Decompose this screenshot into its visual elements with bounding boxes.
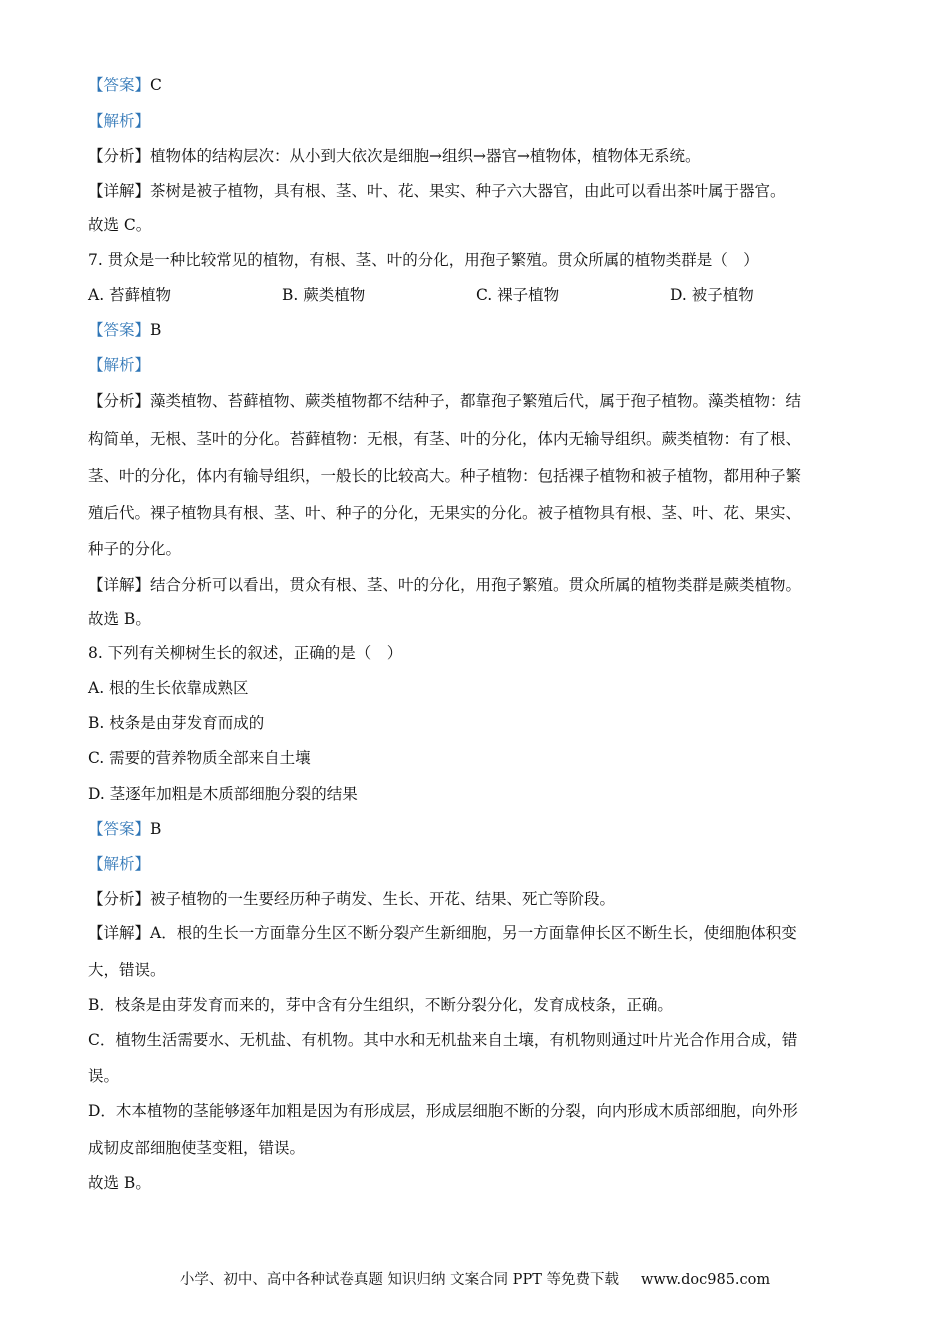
q7-option-c: C. 裸子植物 [476,286,560,304]
q8-question: 8. 下列有关柳树生长的叙述，正确的是（ ） [88,644,403,662]
q8-xiangjie-line-4: C．植物生活需要水、无机盐、有机物。其中水和无机盐来自土壤，有机物则通过叶片光合作用合成，错 [88,1031,798,1049]
xiangjie-tag: 【详解】 [88,924,151,942]
answer-value: B [150,820,162,838]
q6-conclusion: 故选 C。 [88,216,152,234]
q8-xiangjie-line-1 [88,922,797,944]
answer-value: B [150,321,162,339]
q6-xiangjie-line [88,180,786,202]
xiangjie-text: A．根的生长一方面靠分生区不断分裂产生新细胞，另一方面靠伸长区不断生长，使细胞体积变 [150,924,797,942]
q8-option-c: C. 需要的营养物质全部来自土壤 [88,749,311,767]
q8-xiangjie-line-2: 大，错误。 [88,961,166,979]
q8-fenxi-line [88,888,615,910]
fenxi-text: 植物体的结构层次：从小到大依次是细胞→组织→器官→植物体，植物体无系统。 [150,147,701,165]
q8-option-a: A. 根的生长依靠成熟区 [88,679,249,697]
fenxi-text: 被子植物的一生要经历种子萌发、生长、开花、结果、死亡等阶段。 [150,890,616,908]
xiangjie-text: 结合分析可以看出，贯众有根、茎、叶的分化，用孢子繁殖。贯众所属的植物类群是蕨类植物。 [150,576,802,594]
answer-tag: 【答案】 [88,321,151,339]
q8-xiangjie-line-7: 成韧皮部细胞使茎变粗，错误。 [88,1139,306,1157]
q7-question: 7. 贯众是一种比较常见的植物，有根、茎、叶的分化，用孢子繁殖。贯众所属的植物类群是（ ） [88,251,759,269]
xiangjie-tag: 【详解】 [88,576,151,594]
q8-answer-line [88,818,161,840]
q7-fenxi-line-2: 构简单，无根、茎叶的分化。苔藓植物：无根，有茎、叶的分化，体内无输导组织。蕨类植物：有了根、 [88,430,802,448]
q8-xiangjie-line-5: 误。 [88,1067,120,1085]
q8-xiangjie-line-3: B．枝条是由芽发育而来的，芽中含有分生组织，不断分裂分化，发育成枝条，正确。 [88,996,673,1014]
xiangjie-text: 茶树是被子植物，具有根、茎、叶、花、果实、种子六大器官，由此可以看出茶叶属于器官。 [150,182,786,200]
q7-fenxi-line-5: 种子的分化。 [88,540,182,558]
q8-option-d: D. 茎逐年加粗是木质部细胞分裂的结果 [88,785,358,803]
footer-text: 小学、初中、高中各种试卷真题 知识归纳 文案合同 PPT 等免费下载 [179,1272,619,1288]
fenxi-tag: 【分析】 [88,890,151,908]
q7-analysis-tag: 【解析】 [88,356,151,374]
fenxi-tag: 【分析】 [88,392,151,410]
q7-option-b: B. 蕨类植物 [282,286,366,304]
answer-value: C [150,76,162,94]
q8-analysis-tag: 【解析】 [88,855,151,873]
q6-answer-line [88,74,162,96]
q7-answer-line [88,319,161,341]
q7-option-d: D. 被子植物 [670,286,754,304]
q7-option-a: A. 苔藓植物 [88,286,172,304]
q7-fenxi-line-3: 茎、叶的分化，体内有输导组织，一般长的比较高大。种子植物：包括裸子植物和被子植物，都用种子繁 [88,467,802,485]
fenxi-text: 藻类植物、苔藓植物、蕨类植物都不结种子，都靠孢子繁殖后代，属于孢子植物。藻类植物：结 [150,392,802,410]
q7-conclusion: 故选 B。 [88,610,151,628]
q8-option-b: B. 枝条是由芽发育而成的 [88,714,265,732]
fenxi-tag: 【分析】 [88,147,151,165]
q7-fenxi-line-4: 殖后代。裸子植物具有根、茎、叶、种子的分化，无果实的分化。被子植物具有根、茎、叶、花、果实、 [88,504,802,522]
q7-xiangjie-line [88,574,801,596]
footer-link[interactable]: www.doc985.com [640,1272,771,1288]
answer-tag: 【答案】 [88,820,151,838]
xiangjie-tag: 【详解】 [88,182,151,200]
q6-analysis-tag: 【解析】 [88,112,151,130]
q6-fenxi-line [88,145,700,167]
q7-fenxi-line-1 [88,390,801,412]
q8-xiangjie-line-6: D．木本植物的茎能够逐年加粗是因为有形成层，形成层细胞不断的分裂，向内形成木质部细胞，向外形 [88,1102,798,1120]
page-footer [0,1268,950,1289]
answer-tag: 【答案】 [88,76,151,94]
q8-conclusion: 故选 B。 [88,1174,151,1192]
